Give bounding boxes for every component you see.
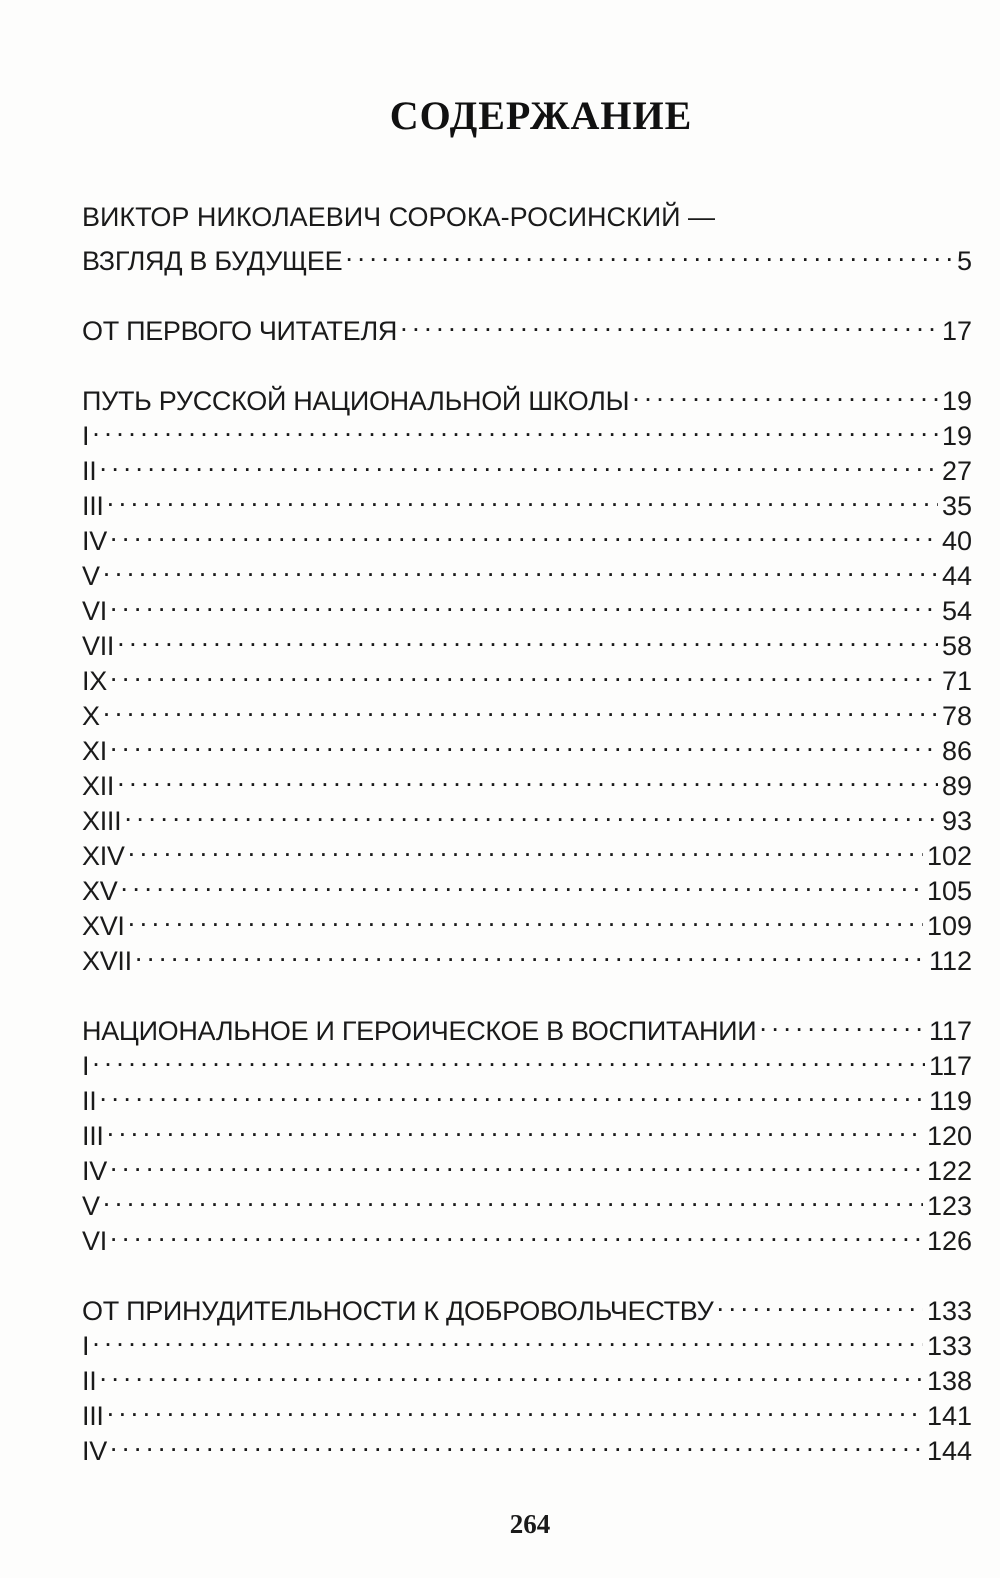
dot-leader bbox=[92, 410, 938, 445]
spacer bbox=[82, 1250, 972, 1285]
toc-entry-intro bbox=[82, 235, 972, 276]
dot-leader bbox=[110, 585, 938, 620]
table-of-contents bbox=[82, 200, 972, 1466]
toc-entry-label: IV bbox=[82, 1436, 107, 1466]
dot-leader bbox=[110, 515, 938, 550]
toc-page-number: 112 bbox=[928, 946, 972, 976]
toc-entry-label: V bbox=[82, 1191, 100, 1221]
toc-subentry bbox=[82, 1180, 972, 1221]
page-title: СОДЕРЖАНИЕ bbox=[389, 93, 693, 138]
toc-entry-label: ОТ ПРИНУДИТЕЛЬНОСТИ К ДОБРОВОЛЬЧЕСТВУ bbox=[82, 1296, 714, 1326]
toc-page-number: 102 bbox=[926, 841, 972, 871]
dot-leader bbox=[99, 445, 938, 480]
toc-page-number: 123 bbox=[926, 1191, 972, 1221]
dot-leader bbox=[99, 1355, 923, 1390]
toc-page-number: 144 bbox=[926, 1436, 972, 1466]
toc-subentry bbox=[82, 1110, 972, 1151]
toc-subentry bbox=[82, 725, 972, 766]
dot-leader bbox=[92, 1040, 925, 1075]
dot-leader bbox=[632, 375, 938, 410]
toc-subentry bbox=[82, 480, 972, 521]
dot-leader bbox=[103, 690, 938, 725]
toc-page-number: 86 bbox=[941, 736, 972, 766]
toc-subentry bbox=[82, 935, 972, 976]
dot-leader bbox=[107, 480, 938, 515]
toc-entry-label: X bbox=[82, 701, 100, 731]
toc-subentry bbox=[82, 1040, 972, 1081]
spacer bbox=[82, 970, 972, 1005]
toc-page-number: 58 bbox=[941, 631, 972, 661]
toc-entry-label: XIV bbox=[82, 841, 125, 871]
toc-entry-label: XI bbox=[82, 736, 107, 766]
toc-entry-label: III bbox=[82, 1401, 104, 1431]
toc-entry-label: VI bbox=[82, 596, 107, 626]
toc-subentry bbox=[82, 410, 972, 451]
toc-page-number: 19 bbox=[941, 386, 972, 416]
toc-subentry bbox=[82, 1355, 972, 1396]
dot-leader bbox=[759, 1005, 925, 1040]
toc-page-number: 71 bbox=[941, 666, 972, 696]
toc-subentry bbox=[82, 1320, 972, 1361]
dot-leader bbox=[110, 1215, 923, 1250]
toc-page-number: 120 bbox=[926, 1121, 972, 1151]
toc-subentry bbox=[82, 655, 972, 696]
toc-subentry bbox=[82, 515, 972, 556]
toc-page-number: 35 bbox=[941, 491, 972, 521]
dot-leader bbox=[716, 1285, 922, 1320]
dot-leader bbox=[92, 1320, 923, 1355]
toc-entry-label: ПУТЬ РУССКОЙ НАЦИОНАЛЬНОЙ ШКОЛЫ bbox=[82, 386, 630, 416]
toc-subentry bbox=[82, 1390, 972, 1431]
toc-page-number: 5 bbox=[956, 246, 972, 276]
dot-leader bbox=[117, 760, 938, 795]
toc-page-number: 54 bbox=[941, 596, 972, 626]
toc-subentry bbox=[82, 690, 972, 731]
toc-subentry bbox=[82, 865, 972, 906]
toc-entry-label: I bbox=[82, 1331, 90, 1361]
dot-leader bbox=[103, 550, 938, 585]
toc-subentry bbox=[82, 830, 972, 871]
toc-entry-label: I bbox=[82, 421, 90, 451]
dot-leader bbox=[128, 900, 923, 935]
toc-subentry bbox=[82, 550, 972, 591]
toc-page-number: 133 bbox=[926, 1296, 972, 1326]
toc-page-number: 40 bbox=[941, 526, 972, 556]
toc-entry-label: I bbox=[82, 1051, 90, 1081]
toc-page-number: 117 bbox=[928, 1051, 972, 1081]
toc-page-number: 109 bbox=[926, 911, 972, 941]
toc-page-number: 27 bbox=[941, 456, 972, 486]
toc-sections bbox=[82, 375, 972, 1466]
dot-leader bbox=[120, 865, 923, 900]
toc-entry-label: III bbox=[82, 491, 104, 521]
toc-entry-label: IX bbox=[82, 666, 107, 696]
toc-page-number: 17 bbox=[941, 316, 972, 346]
toc-page-number: 119 bbox=[928, 1086, 972, 1116]
dot-leader bbox=[110, 655, 938, 690]
dot-leader bbox=[117, 620, 938, 655]
dot-leader bbox=[124, 795, 938, 830]
toc-entry-label: XVII bbox=[82, 946, 132, 976]
toc-entry-label: II bbox=[82, 1086, 97, 1116]
toc-page-number: 19 bbox=[941, 421, 972, 451]
toc-page-number: 133 bbox=[926, 1331, 972, 1361]
toc-entry-intro-line1: ВИКТОР НИКОЛАЕВИЧ СОРОКА-РОСИНСКИЙ — bbox=[82, 202, 716, 232]
toc-page-number: 138 bbox=[926, 1366, 972, 1396]
toc-page-number: 105 bbox=[926, 876, 972, 906]
toc-entry-label: XIII bbox=[82, 806, 122, 836]
toc-section-heading bbox=[82, 1005, 972, 1046]
page-number: 264 bbox=[509, 1509, 551, 1539]
dot-leader bbox=[128, 830, 923, 865]
toc-subentry bbox=[82, 900, 972, 941]
toc-entry-label: XII bbox=[82, 771, 115, 801]
toc-entry-label: VI bbox=[82, 1226, 107, 1256]
toc-subentry bbox=[82, 585, 972, 626]
toc-entry-label: II bbox=[82, 456, 97, 486]
dot-leader bbox=[99, 1075, 925, 1110]
dot-leader bbox=[107, 1110, 923, 1145]
toc-entry-label: IV bbox=[82, 1156, 107, 1186]
toc-entry-label: VII bbox=[82, 631, 115, 661]
toc-subentry bbox=[82, 1075, 972, 1116]
toc-page-number: 126 bbox=[926, 1226, 972, 1256]
toc-section-heading bbox=[82, 1285, 972, 1326]
toc-page-number: 93 bbox=[941, 806, 972, 836]
toc-subentry bbox=[82, 1425, 972, 1466]
toc-entry-label: V bbox=[82, 561, 100, 591]
toc-entry-label: ВЗГЛЯД В БУДУЩЕЕ bbox=[82, 246, 343, 276]
toc-entry-label: III bbox=[82, 1121, 104, 1151]
toc-entry-label: IV bbox=[82, 526, 107, 556]
dot-leader bbox=[110, 725, 938, 760]
toc-page-number: 117 bbox=[928, 1016, 972, 1046]
dot-leader bbox=[110, 1425, 923, 1460]
dot-leader bbox=[103, 1180, 923, 1215]
toc-page-number: 44 bbox=[941, 561, 972, 591]
toc-entry-label: II bbox=[82, 1366, 97, 1396]
toc-page-number: 89 bbox=[941, 771, 972, 801]
dot-leader bbox=[135, 935, 925, 970]
dot-leader bbox=[400, 305, 938, 340]
toc-subentry bbox=[82, 445, 972, 486]
toc-subentry bbox=[82, 760, 972, 801]
toc-entry-label: НАЦИОНАЛЬНОЕ И ГЕРОИЧЕСКОЕ В ВОСПИТАНИИ bbox=[82, 1016, 757, 1046]
dot-leader bbox=[345, 235, 953, 270]
toc-subentry bbox=[82, 620, 972, 661]
toc-page-number: 122 bbox=[926, 1156, 972, 1186]
toc-subentry bbox=[82, 795, 972, 836]
toc-entry-label: XVI bbox=[82, 911, 125, 941]
toc-entry-reader bbox=[82, 305, 972, 346]
dot-leader bbox=[107, 1390, 923, 1425]
dot-leader bbox=[110, 1145, 923, 1180]
toc-section-heading bbox=[82, 375, 972, 416]
toc-subentry bbox=[82, 1145, 972, 1186]
toc-entry-label: ОТ ПЕРВОГО ЧИТАТЕЛЯ bbox=[82, 316, 398, 346]
toc-subentry bbox=[82, 1215, 972, 1256]
toc-page-number: 141 bbox=[926, 1401, 972, 1431]
toc-page-number: 78 bbox=[941, 701, 972, 731]
toc-entry-label: XV bbox=[82, 876, 118, 906]
